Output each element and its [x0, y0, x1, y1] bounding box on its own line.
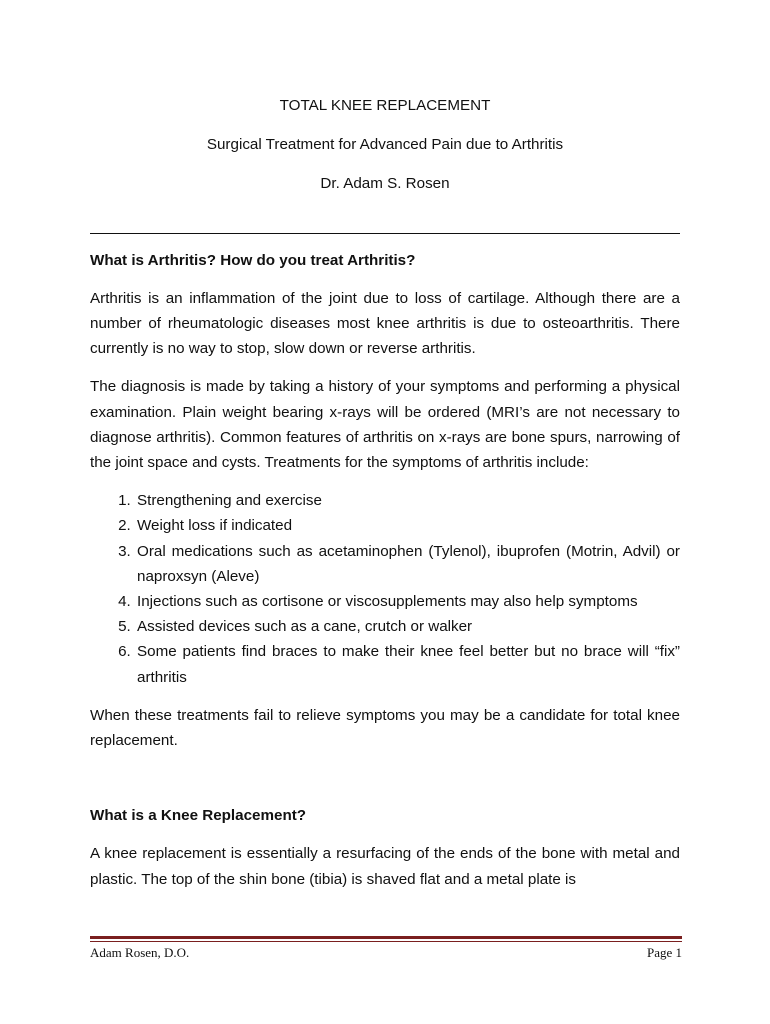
section-spacer — [90, 766, 680, 803]
paragraph-arthritis-definition: Arthritis is an inflammation of the joint due to loss of cartilage. Although there are a number of rheumatologic diseases most knee arthritis is due to osteoarthritis. There currently is no way to stop, slow down or reverse arthritis. — [90, 289, 680, 358]
paragraph-knee-replacement: A knee replacement is essentially a resurfacing of the ends of the bone with metal and plastic. The top of the shin bone (tibia) is shaved flat and a metal plate is — [90, 845, 680, 888]
document-title: TOTAL KNEE REPLACEMENT — [279, 97, 491, 114]
list-item: 1. Strengthening and exercise — [135, 488, 680, 513]
document-author: Dr. Adam S. Rosen — [320, 175, 450, 193]
header-divider — [90, 206, 680, 234]
footer-divider — [90, 936, 682, 939]
section-heading-arthritis: What is Arthritis? How do you treat Arthritis? — [90, 251, 416, 269]
list-item: 2. Weight loss if indicated — [135, 513, 680, 538]
list-item: 4. Injections such as cortisone or viscosupplements may also help symptoms — [135, 589, 680, 614]
paragraph-candidate: When these treatments fail to relieve symptoms you may be a candidate for total knee replacement. — [90, 706, 680, 750]
list-item: 6. Some patients find braces to make their knee feel better but no brace will “fix” arthritis — [135, 639, 680, 689]
page-number: Page 1 — [646, 945, 682, 960]
section-heading-knee-replacement: What is a Knee Replacement? — [90, 807, 307, 825]
footer-divider-thin — [90, 941, 682, 942]
paragraph-arthritis-diagnosis: The diagnosis is made by taking a history of your symptoms and performing a physical examination. Plain weight bearing x-rays will be ordered (MRI’s are not necessary to diagnose arthritis). Common features of arthritis on x-rays are bone spurs, narrowing of the joint space and cysts. Treatments for the symptoms of arthritis include: — [90, 378, 680, 472]
list-item: 3. Oral medications such as acetaminophen (Tylenol), ibuprofen (Motrin, Advil) or naproxsyn (Aleve) — [135, 539, 680, 589]
list-item: 5. Assisted devices such as a cane, crutch or walker — [135, 614, 680, 639]
document-subtitle: Surgical Treatment for Advanced Pain due to Arthritis — [206, 136, 564, 154]
footer-author: Adam Rosen, D.O. — [90, 945, 190, 960]
treatment-list — [90, 488, 680, 690]
page-content — [90, 93, 680, 905]
